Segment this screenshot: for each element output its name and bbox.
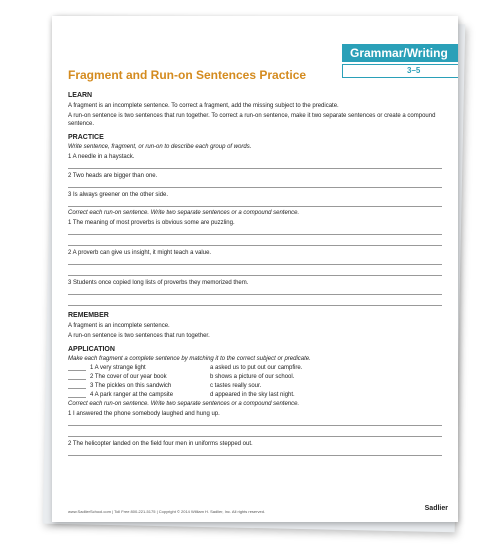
practice-item: 2 A proverb can give us insight, it might teach a value. bbox=[68, 250, 212, 256]
footer-text: www.SadlierSchool.com | Toll Free 800-221-5175 | Copyright © 2014 William H. Sadlier, Inc. All rights reserved. bbox=[68, 509, 266, 514]
remember-p1: A fragment is an incomplete sentence. bbox=[68, 323, 170, 329]
remember-heading: REMEMBER bbox=[68, 312, 109, 319]
answer-line[interactable] bbox=[68, 198, 442, 207]
answer-line[interactable] bbox=[68, 267, 442, 276]
match-blank[interactable] bbox=[68, 365, 86, 371]
practice-item: 3 Students once copied long lists of proverbs they memorized them. bbox=[68, 280, 249, 286]
worksheet bbox=[52, 16, 458, 522]
answer-line[interactable] bbox=[68, 226, 442, 235]
practice-item: 1 The meaning of most proverbs is obvious some are puzzling. bbox=[68, 220, 235, 226]
practice-instruction-2: Correct each run-on sentence. Write two separate sentences or a compound sentence. bbox=[68, 210, 300, 216]
match-blank[interactable] bbox=[68, 383, 86, 389]
answer-line[interactable] bbox=[68, 428, 442, 437]
practice-item: 2 Two heads are bigger than one. bbox=[68, 173, 158, 179]
application-heading: APPLICATION bbox=[68, 346, 115, 353]
answer-line[interactable] bbox=[68, 237, 442, 246]
match-blank[interactable] bbox=[68, 374, 86, 380]
sadlier-logo: Sadlier bbox=[424, 505, 448, 512]
subject-banner: Grammar/Writing bbox=[342, 44, 458, 62]
answer-line[interactable] bbox=[68, 447, 442, 456]
practice-item: 3 Is always greener on the other side. bbox=[68, 192, 169, 198]
remember-p2: A run-on sentence is two sentences that run together. bbox=[68, 333, 210, 339]
answer-line[interactable] bbox=[68, 179, 442, 188]
answer-line[interactable] bbox=[68, 160, 442, 169]
application-instruction-2: Correct each run-on sentence. Write two separate sentences or a compound sentence. bbox=[68, 401, 300, 407]
match-blank[interactable] bbox=[68, 392, 86, 398]
worksheet-content bbox=[68, 86, 442, 458]
answer-line[interactable] bbox=[68, 286, 442, 295]
learn-p2: A run-on sentence is two sentences that run together. To correct a run-on sentence, make it two separate sentences or create a compound sentence. bbox=[68, 113, 436, 127]
matching-row: 2 The cover of our year book b shows a picture of our school. bbox=[68, 374, 442, 380]
practice-instruction-1: Write sentence, fragment, or run-on to describe each group of words. bbox=[68, 144, 252, 150]
application-item: 1 I answered the phone somebody laughed and hung up. bbox=[68, 411, 220, 417]
answer-line[interactable] bbox=[68, 417, 442, 426]
answer-line[interactable] bbox=[68, 297, 442, 306]
grade-band: 3–5 bbox=[342, 64, 458, 78]
matching-row: 3 The pickles on this sandwich c tastes really sour. bbox=[68, 383, 442, 389]
application-instruction-1: Make each fragment a complete sentence by matching it to the correct subject or predicate. bbox=[68, 356, 311, 362]
learn-heading: LEARN bbox=[68, 92, 93, 99]
matching-row: 1 A very strange light a asked us to put out our campfire. bbox=[68, 365, 442, 371]
learn-p1: A fragment is an incomplete sentence. To correct a fragment, add the missing subject to the predicate. bbox=[68, 103, 339, 109]
practice-heading: PRACTICE bbox=[68, 134, 104, 141]
worksheet-title: Fragment and Run-on Sentences Practice bbox=[68, 68, 307, 82]
application-item: 2 The helicopter landed on the field four men in uniforms stepped out. bbox=[68, 441, 253, 447]
practice-item: 1 A needle in a haystack. bbox=[68, 154, 135, 160]
matching-row: 4 A park ranger at the campsite d appeared in the sky last night. bbox=[68, 392, 442, 398]
answer-line[interactable] bbox=[68, 256, 442, 265]
